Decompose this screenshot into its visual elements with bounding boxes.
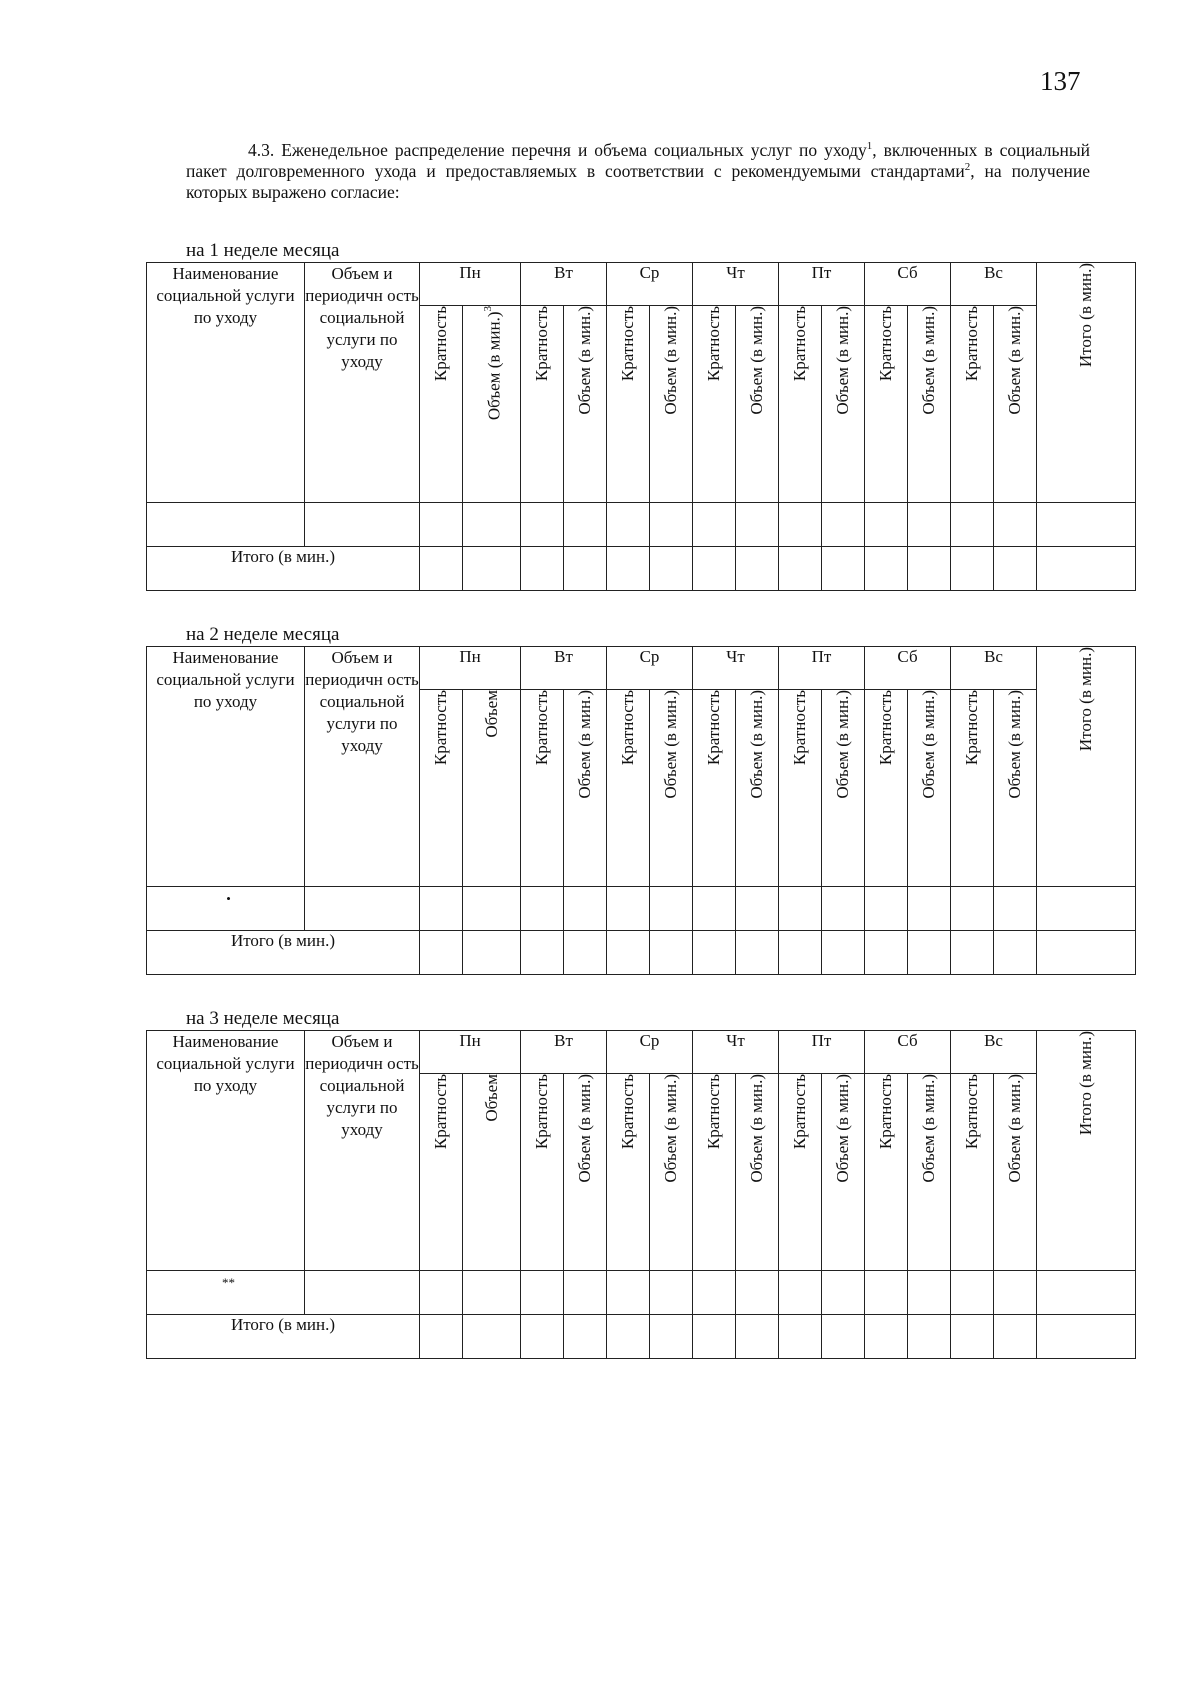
tue-frequency: Кратность bbox=[521, 1074, 564, 1271]
data-cell[interactable] bbox=[951, 547, 994, 591]
tue-volume: Объем (в мин.) bbox=[564, 1074, 607, 1271]
sun-volume: Объем (в мин.) bbox=[994, 1074, 1037, 1271]
day-mon: Пн bbox=[420, 647, 521, 690]
data-cell[interactable] bbox=[779, 503, 822, 547]
day-sat: Сб bbox=[865, 647, 951, 690]
data-cell[interactable] bbox=[420, 1315, 463, 1359]
data-cell[interactable] bbox=[822, 503, 865, 547]
data-cell[interactable] bbox=[564, 503, 607, 547]
sat-frequency: Кратность bbox=[865, 306, 908, 503]
data-cell[interactable] bbox=[865, 887, 908, 931]
wed-frequency: Кратность bbox=[607, 690, 650, 887]
header-service-name: Наименование социальной услуги по уходу bbox=[147, 1031, 305, 1271]
header-volume-frequency: Объем и периодичн ость социальной услуги по уходу bbox=[305, 263, 420, 503]
day-sun: Вс bbox=[951, 647, 1037, 690]
data-cell[interactable] bbox=[521, 887, 564, 931]
day-fri: Пт bbox=[779, 263, 865, 306]
total-label: Итого (в мин.) bbox=[147, 547, 420, 591]
data-cell[interactable] bbox=[650, 1271, 693, 1315]
total-cell[interactable] bbox=[1037, 547, 1136, 591]
data-cell[interactable] bbox=[521, 1271, 564, 1315]
mon-volume: Объем (в мин.)$^3$ bbox=[463, 306, 521, 503]
data-cell[interactable] bbox=[865, 503, 908, 547]
data-cell[interactable] bbox=[607, 547, 650, 591]
mon-volume: Объем bbox=[463, 1074, 521, 1271]
data-cell[interactable] bbox=[736, 887, 779, 931]
fri-volume: Объем (в мин.) bbox=[822, 306, 865, 503]
data-cell[interactable] bbox=[865, 1271, 908, 1315]
data-cell[interactable] bbox=[951, 887, 994, 931]
data-cell[interactable] bbox=[822, 547, 865, 591]
data-cell[interactable] bbox=[650, 1315, 693, 1359]
week-2-table bbox=[146, 646, 1136, 975]
wed-volume: Объем (в мин.) bbox=[650, 306, 693, 503]
data-cell[interactable] bbox=[463, 1315, 521, 1359]
data-cell[interactable] bbox=[521, 1315, 564, 1359]
day-thu: Чт bbox=[693, 263, 779, 306]
data-cell[interactable] bbox=[521, 547, 564, 591]
header-total: Итого (в мин.) bbox=[1037, 647, 1136, 887]
day-sun: Вс bbox=[951, 1031, 1037, 1074]
data-cell[interactable] bbox=[994, 503, 1037, 547]
data-cell[interactable] bbox=[908, 887, 951, 931]
total-cell[interactable] bbox=[1037, 931, 1136, 975]
total-label: Итого (в мин.) bbox=[147, 931, 420, 975]
week-3-table bbox=[146, 1030, 1136, 1359]
data-cell[interactable] bbox=[693, 1315, 736, 1359]
fri-volume: Объем (в мин.) bbox=[822, 690, 865, 887]
day-fri: Пт bbox=[779, 1031, 865, 1074]
fri-volume: Объем (в мин.) bbox=[822, 1074, 865, 1271]
data-cell[interactable] bbox=[693, 931, 736, 975]
intro-paragraph: 4.3. Еженедельное распределение перечня и объема социальных услуг по уходу$^1$, включенных в социальный пакет долговременного ухода и предоставляемых в соответствии с рекомендуемыми стандартами$^2$, на получение которых выражено согласие: bbox=[186, 140, 1091, 202]
total-cell[interactable] bbox=[1037, 1271, 1136, 1315]
data-cell[interactable] bbox=[865, 1315, 908, 1359]
week-3-caption: на 3 неделе месяца bbox=[186, 1008, 340, 1029]
day-thu: Чт bbox=[693, 647, 779, 690]
data-cell[interactable] bbox=[994, 931, 1037, 975]
header-volume-frequency: Объем и периодичн ость социальной услуги по уходу bbox=[305, 1031, 420, 1271]
data-cell[interactable] bbox=[693, 503, 736, 547]
fri-frequency: Кратность bbox=[779, 1074, 822, 1271]
week-2-caption: на 2 неделе месяца bbox=[186, 624, 340, 645]
total-row bbox=[147, 547, 1136, 591]
mon-volume: Объем bbox=[463, 690, 521, 887]
sat-frequency: Кратность bbox=[865, 1074, 908, 1271]
fri-frequency: Кратность bbox=[779, 690, 822, 887]
thu-frequency: Кратность bbox=[693, 306, 736, 503]
data-cell[interactable] bbox=[908, 1315, 951, 1359]
day-sat: Сб bbox=[865, 1031, 951, 1074]
day-tue: Вт bbox=[521, 263, 607, 306]
table-row bbox=[147, 1271, 1136, 1315]
data-cell[interactable] bbox=[650, 887, 693, 931]
data-cell[interactable] bbox=[650, 547, 693, 591]
data-cell[interactable] bbox=[607, 887, 650, 931]
header-total: Итого (в мин.) bbox=[1037, 263, 1136, 503]
data-cell[interactable] bbox=[908, 503, 951, 547]
sat-volume: Объем (в мин.) bbox=[908, 1074, 951, 1271]
data-cell[interactable] bbox=[420, 547, 463, 591]
day-mon: Пн bbox=[420, 1031, 521, 1074]
wed-volume: Объем (в мин.) bbox=[650, 1074, 693, 1271]
data-cell[interactable] bbox=[951, 1271, 994, 1315]
data-cell[interactable] bbox=[865, 547, 908, 591]
wed-volume: Объем (в мин.) bbox=[650, 690, 693, 887]
data-cell[interactable] bbox=[420, 503, 463, 547]
page-number: 137 bbox=[1040, 66, 1081, 96]
data-cell[interactable] bbox=[951, 503, 994, 547]
data-cell[interactable] bbox=[908, 931, 951, 975]
data-cell[interactable] bbox=[607, 1315, 650, 1359]
footnote-ref-3: 3 bbox=[482, 306, 495, 312]
data-cell[interactable] bbox=[564, 1271, 607, 1315]
thu-volume: Объем (в мин.) bbox=[736, 690, 779, 887]
data-cell[interactable] bbox=[564, 931, 607, 975]
fri-frequency: Кратность bbox=[779, 306, 822, 503]
data-cell[interactable] bbox=[736, 547, 779, 591]
data-cell[interactable] bbox=[564, 547, 607, 591]
data-cell[interactable] bbox=[779, 547, 822, 591]
table-row bbox=[147, 887, 1136, 931]
service-name-cell[interactable] bbox=[147, 503, 305, 547]
table-row bbox=[147, 503, 1136, 547]
day-fri: Пт bbox=[779, 647, 865, 690]
data-cell[interactable] bbox=[736, 1271, 779, 1315]
thu-volume: Объем (в мин.) bbox=[736, 306, 779, 503]
data-cell[interactable] bbox=[463, 931, 521, 975]
data-cell[interactable] bbox=[607, 503, 650, 547]
data-cell[interactable] bbox=[693, 887, 736, 931]
data-cell[interactable] bbox=[564, 887, 607, 931]
data-cell[interactable] bbox=[779, 1271, 822, 1315]
data-cell[interactable] bbox=[779, 1315, 822, 1359]
header-service-name: Наименование социальной услуги по уходу bbox=[147, 263, 305, 503]
data-cell[interactable] bbox=[607, 1271, 650, 1315]
sun-volume: Объем (в мин.) bbox=[994, 306, 1037, 503]
total-cell[interactable] bbox=[1037, 887, 1136, 931]
data-cell[interactable] bbox=[779, 931, 822, 975]
data-cell[interactable] bbox=[736, 1315, 779, 1359]
sun-frequency: Кратность bbox=[951, 690, 994, 887]
data-cell[interactable] bbox=[822, 1271, 865, 1315]
total-cell[interactable] bbox=[1037, 503, 1136, 547]
data-cell[interactable] bbox=[420, 887, 463, 931]
data-cell[interactable] bbox=[736, 931, 779, 975]
week-1-caption: на 1 неделе месяца bbox=[186, 240, 340, 261]
data-cell[interactable] bbox=[779, 887, 822, 931]
thu-volume: Объем (в мин.) bbox=[736, 1074, 779, 1271]
mon-frequency: Кратность bbox=[420, 1074, 463, 1271]
header-total: Итого (в мин.) bbox=[1037, 1031, 1136, 1271]
data-cell[interactable] bbox=[650, 931, 693, 975]
footnote-ref-2: 2 bbox=[964, 161, 971, 174]
volume-cell[interactable] bbox=[305, 503, 420, 547]
total-row bbox=[147, 931, 1136, 975]
wed-frequency: Кратность bbox=[607, 1074, 650, 1271]
mon-frequency: Кратность bbox=[420, 690, 463, 887]
data-cell[interactable] bbox=[994, 547, 1037, 591]
thu-frequency: Кратность bbox=[693, 690, 736, 887]
data-cell[interactable] bbox=[908, 547, 951, 591]
data-cell[interactable] bbox=[951, 1315, 994, 1359]
volume-cell[interactable] bbox=[305, 1271, 420, 1315]
day-sun: Вс bbox=[951, 263, 1037, 306]
day-tue: Вт bbox=[521, 1031, 607, 1074]
day-wed: Ср bbox=[607, 647, 693, 690]
data-cell[interactable] bbox=[607, 931, 650, 975]
service-name-cell[interactable]: ** bbox=[147, 1271, 305, 1315]
header-service-name: Наименование социальной услуги по уходу bbox=[147, 647, 305, 887]
data-cell[interactable] bbox=[693, 1271, 736, 1315]
volume-cell[interactable] bbox=[305, 887, 420, 931]
day-tue: Вт bbox=[521, 647, 607, 690]
data-cell[interactable] bbox=[463, 503, 521, 547]
data-cell[interactable] bbox=[463, 887, 521, 931]
day-sat: Сб bbox=[865, 263, 951, 306]
sat-frequency: Кратность bbox=[865, 690, 908, 887]
data-cell[interactable] bbox=[822, 1315, 865, 1359]
data-cell[interactable] bbox=[908, 1271, 951, 1315]
tue-volume: Объем (в мин.) bbox=[564, 690, 607, 887]
data-cell[interactable] bbox=[420, 1271, 463, 1315]
data-cell[interactable] bbox=[994, 887, 1037, 931]
tue-frequency: Кратность bbox=[521, 306, 564, 503]
wed-frequency: Кратность bbox=[607, 306, 650, 503]
total-cell[interactable] bbox=[1037, 1315, 1136, 1359]
day-thu: Чт bbox=[693, 1031, 779, 1074]
day-wed: Ср bbox=[607, 1031, 693, 1074]
total-row bbox=[147, 1315, 1136, 1359]
data-cell[interactable] bbox=[736, 503, 779, 547]
sat-volume: Объем (в мин.) bbox=[908, 690, 951, 887]
total-label: Итого (в мин.) bbox=[147, 1315, 420, 1359]
header-volume-frequency: Объем и периодичн ость социальной услуги по уходу bbox=[305, 647, 420, 887]
data-cell[interactable] bbox=[865, 931, 908, 975]
thu-frequency: Кратность bbox=[693, 1074, 736, 1271]
data-cell[interactable] bbox=[463, 547, 521, 591]
data-cell[interactable] bbox=[822, 931, 865, 975]
data-cell[interactable] bbox=[650, 503, 693, 547]
data-cell[interactable] bbox=[994, 1315, 1037, 1359]
data-cell[interactable] bbox=[564, 1315, 607, 1359]
footnote-ref-1: 1 bbox=[866, 140, 873, 153]
service-name-cell[interactable]: • bbox=[147, 887, 305, 931]
data-cell[interactable] bbox=[693, 547, 736, 591]
sun-volume: Объем (в мин.) bbox=[994, 690, 1037, 887]
data-cell[interactable] bbox=[420, 931, 463, 975]
week-1-table bbox=[146, 262, 1136, 591]
data-cell[interactable] bbox=[822, 887, 865, 931]
data-cell[interactable] bbox=[951, 931, 994, 975]
data-cell[interactable] bbox=[994, 1271, 1037, 1315]
data-cell[interactable] bbox=[521, 931, 564, 975]
mon-frequency: Кратность bbox=[420, 306, 463, 503]
sun-frequency: Кратность bbox=[951, 306, 994, 503]
tue-volume: Объем (в мин.) bbox=[564, 306, 607, 503]
sat-volume: Объем (в мин.) bbox=[908, 306, 951, 503]
day-wed: Ср bbox=[607, 263, 693, 306]
sun-frequency: Кратность bbox=[951, 1074, 994, 1271]
data-cell[interactable] bbox=[463, 1271, 521, 1315]
data-cell[interactable] bbox=[521, 503, 564, 547]
tue-frequency: Кратность bbox=[521, 690, 564, 887]
day-mon: Пн bbox=[420, 263, 521, 306]
